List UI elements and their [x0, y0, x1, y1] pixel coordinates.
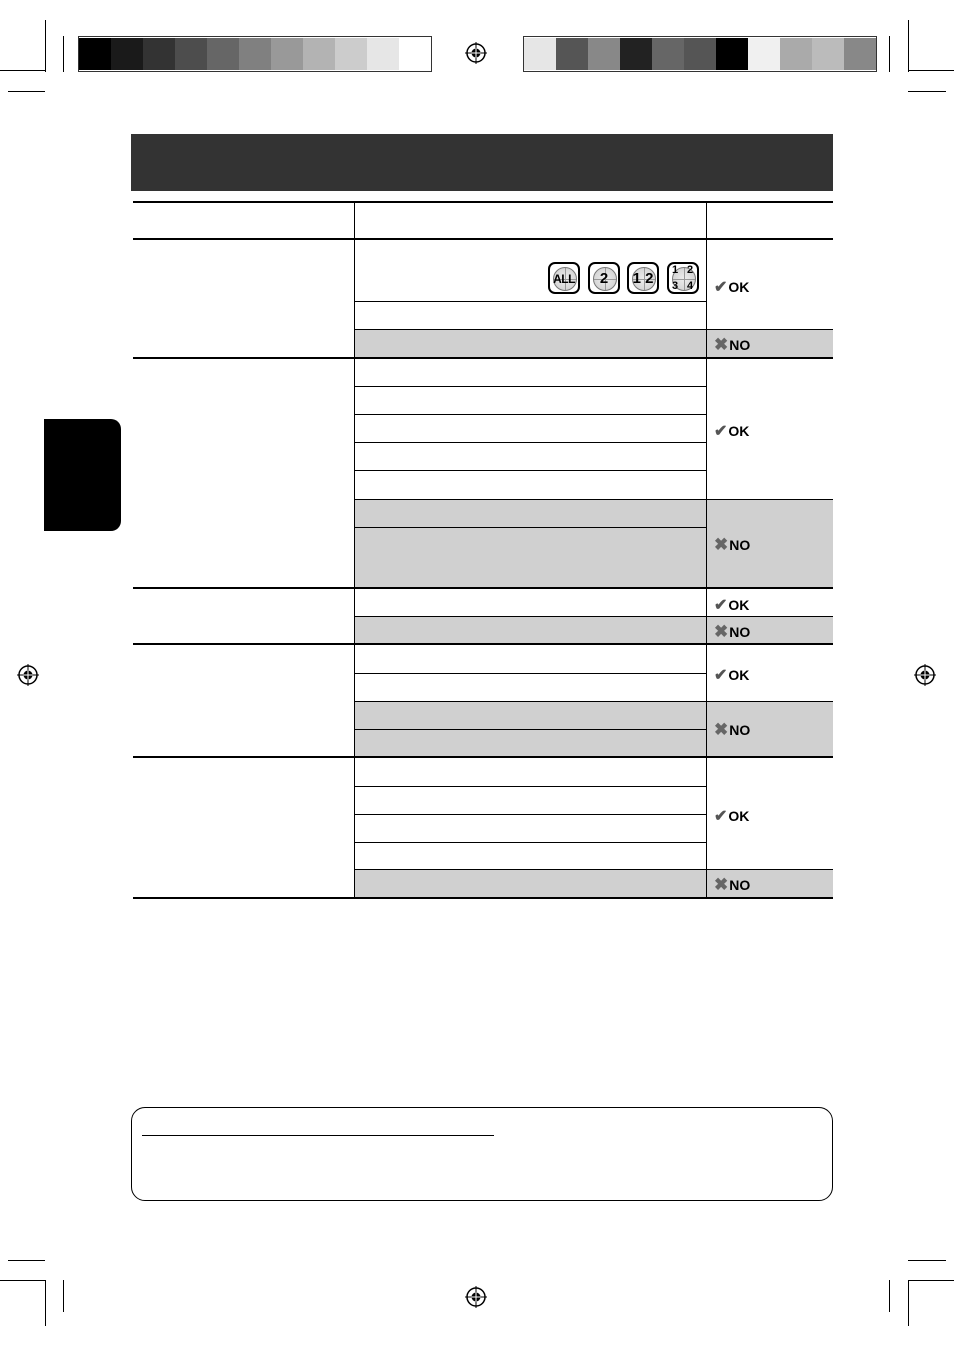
ok-mark [714, 277, 749, 297]
crop-mark [63, 36, 64, 72]
no-mark [714, 875, 750, 895]
region-label: 3 [672, 280, 679, 292]
ok-label: OK [728, 808, 750, 824]
no-label: NO [729, 624, 751, 640]
ok-label: OK [728, 423, 750, 439]
region-label: 1 [672, 264, 679, 276]
color-bar-frame [78, 36, 432, 72]
table-row-divider [355, 414, 706, 415]
no-label: NO [729, 722, 751, 738]
table-rule [133, 587, 833, 589]
ok-mark [714, 595, 749, 615]
table-row-divider [355, 616, 833, 617]
no-mark [714, 720, 750, 740]
ok-mark [714, 421, 749, 441]
table-row-divider [355, 729, 706, 730]
shaded-row [355, 499, 833, 588]
checkmark-icon: ✔ [714, 597, 728, 614]
table-column-divider [354, 201, 355, 899]
crop-mark [908, 1280, 954, 1281]
checkmark-icon: ✔ [714, 667, 728, 684]
table-rule [133, 756, 833, 758]
crop-mark [908, 91, 946, 92]
shaded-row [355, 330, 833, 358]
table-row-divider [355, 673, 706, 674]
table-row-divider [355, 842, 706, 843]
shaded-row [355, 870, 833, 898]
no-mark [714, 622, 750, 642]
color-bar-frame [523, 36, 877, 72]
no-label: NO [729, 877, 751, 893]
registration-target-icon [914, 664, 936, 686]
table-row-divider [355, 386, 706, 387]
region-label: 2 [599, 270, 609, 287]
globe-all-icon [548, 262, 580, 294]
table-row-divider [355, 869, 833, 870]
table-row-divider [355, 301, 706, 302]
shaded-row [355, 617, 833, 644]
no-label: NO [729, 337, 751, 353]
crop-mark [889, 36, 890, 72]
no-mark [714, 335, 750, 355]
checkmark-icon: ✔ [714, 279, 728, 296]
globe-region-1-2-icon [627, 262, 659, 294]
table-rule [133, 238, 833, 240]
table-rule [133, 897, 833, 899]
registration-target-icon [17, 664, 39, 686]
no-mark [714, 535, 750, 555]
table-row-divider [355, 814, 706, 815]
globe-region-1-2-3-4-icon [667, 262, 699, 294]
table-column-divider [706, 201, 707, 899]
ok-label: OK [728, 279, 750, 295]
no-label: NO [729, 537, 751, 553]
crop-mark [8, 1260, 45, 1261]
table-row-divider [355, 527, 706, 528]
crop-mark [0, 1280, 45, 1281]
region-label: 4 [687, 280, 694, 292]
checkmark-icon: ✔ [714, 808, 728, 825]
globe-region-2-icon [588, 262, 620, 294]
crop-mark [889, 1280, 890, 1312]
table-row-divider [355, 701, 833, 702]
region-label: 2 [687, 264, 694, 276]
note-heading-rule [142, 1135, 494, 1136]
crop-mark [0, 70, 45, 71]
cross-icon: ✖ [714, 535, 729, 554]
cross-icon: ✖ [714, 720, 729, 739]
crop-mark [908, 1280, 909, 1326]
table-row-divider [355, 470, 706, 471]
note-box [131, 1107, 833, 1201]
cross-icon: ✖ [714, 335, 729, 354]
ok-mark [714, 665, 749, 685]
registration-target-icon [465, 1286, 487, 1308]
table-row-divider [355, 329, 833, 330]
region-label: 1 2 [632, 270, 654, 287]
table-rule [133, 643, 833, 645]
ok-mark [714, 806, 749, 826]
cross-icon: ✖ [714, 622, 729, 641]
table-row-divider [355, 786, 706, 787]
ok-label: OK [728, 597, 750, 613]
region-label: ALL [553, 272, 575, 286]
registration-target-icon [465, 42, 487, 64]
table-rule [133, 357, 833, 359]
ok-label: OK [728, 667, 750, 683]
crop-mark [908, 1260, 946, 1261]
language-side-tab [44, 419, 121, 531]
crop-mark [45, 20, 46, 72]
table-rule [133, 201, 833, 203]
cross-icon: ✖ [714, 875, 729, 894]
table-row-divider [355, 442, 706, 443]
checkmark-icon: ✔ [714, 423, 728, 440]
crop-mark [63, 1280, 64, 1312]
crop-mark [8, 91, 45, 92]
crop-mark [908, 70, 954, 71]
crop-mark [45, 1280, 46, 1326]
crop-mark [908, 20, 909, 72]
page-header-band [131, 134, 833, 191]
table-row-divider [355, 499, 833, 500]
